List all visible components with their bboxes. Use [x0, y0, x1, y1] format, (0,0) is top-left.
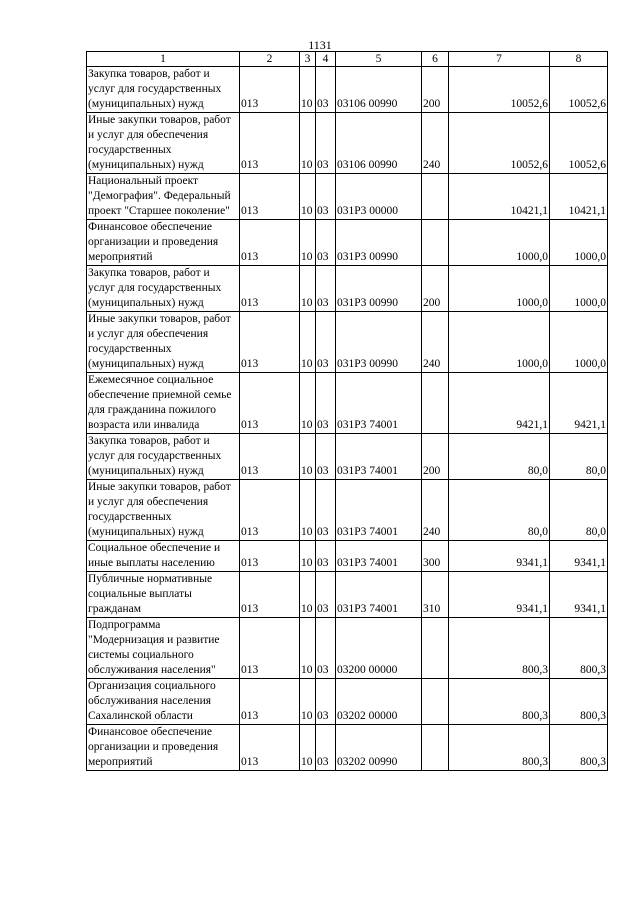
admin-code-cell: 013 — [240, 434, 300, 480]
row-name-cell: Ежемесячное социальное обеспечение приемной семье для гражданина пожилого возраста или инвалида — [87, 373, 240, 434]
section-cell: 10 — [300, 434, 316, 480]
target-article-cell: 031P3 74001 — [336, 373, 422, 434]
expense-type-cell — [422, 725, 449, 771]
amount-cell: 1000,0 — [449, 220, 550, 266]
target-article-cell: 03200 00000 — [336, 618, 422, 679]
admin-code-cell: 013 — [240, 618, 300, 679]
section-cell: 10 — [300, 541, 316, 572]
target-article-cell: 03106 00990 — [336, 67, 422, 113]
admin-code-cell: 013 — [240, 312, 300, 373]
section-cell: 10 — [300, 113, 316, 174]
amount-total-cell: 9421,1 — [550, 373, 608, 434]
amount-total-cell: 1000,0 — [550, 266, 608, 312]
page-number: 1131 — [308, 38, 332, 52]
expense-type-cell: 310 — [422, 572, 449, 618]
admin-code-cell: 013 — [240, 480, 300, 541]
section-cell: 10 — [300, 725, 316, 771]
table-row — [87, 174, 608, 220]
amount-cell: 80,0 — [449, 480, 550, 541]
row-name-cell: Закупка товаров, работ и услуг для государственных (муниципальных) нужд — [87, 266, 240, 312]
section-cell: 10 — [300, 480, 316, 541]
row-name-cell: Иные закупки товаров, работ и услуг для обеспечения государственных (муниципальных) нужд — [87, 480, 240, 541]
amount-total-cell: 800,3 — [550, 725, 608, 771]
header-cell: 6 — [422, 52, 449, 67]
table-row — [87, 618, 608, 679]
table-row — [87, 679, 608, 725]
subsection-cell: 03 — [316, 434, 336, 480]
row-name-cell: Закупка товаров, работ и услуг для государственных (муниципальных) нужд — [87, 434, 240, 480]
amount-total-cell: 1000,0 — [550, 220, 608, 266]
table-body — [87, 67, 608, 771]
header-row — [87, 52, 608, 67]
expense-type-cell: 300 — [422, 541, 449, 572]
table-row — [87, 541, 608, 572]
expense-type-cell — [422, 618, 449, 679]
row-name-cell: Иные закупки товаров, работ и услуг для обеспечения государственных (муниципальных) нужд — [87, 312, 240, 373]
header-cell: 3 — [300, 52, 316, 67]
expense-type-cell — [422, 373, 449, 434]
expense-type-cell — [422, 679, 449, 725]
row-name-cell: Национальный проект "Демография". Федеральный проект "Старшее поколение" — [87, 174, 240, 220]
target-article-cell: 031P3 74001 — [336, 434, 422, 480]
section-cell: 10 — [300, 373, 316, 434]
amount-cell: 9341,1 — [449, 572, 550, 618]
amount-total-cell: 9341,1 — [550, 541, 608, 572]
admin-code-cell: 013 — [240, 220, 300, 266]
row-name-cell: Организация социального обслуживания населения Сахалинской области — [87, 679, 240, 725]
table-row — [87, 480, 608, 541]
amount-cell: 800,3 — [449, 618, 550, 679]
admin-code-cell: 013 — [240, 679, 300, 725]
section-cell: 10 — [300, 679, 316, 725]
amount-cell: 10052,6 — [449, 67, 550, 113]
subsection-cell: 03 — [316, 266, 336, 312]
amount-cell: 9421,1 — [449, 373, 550, 434]
admin-code-cell: 013 — [240, 174, 300, 220]
target-article-cell: 031P3 74001 — [336, 541, 422, 572]
amount-total-cell: 9341,1 — [550, 572, 608, 618]
subsection-cell: 03 — [316, 541, 336, 572]
row-name-cell: Финансовое обеспечение организации и проведения мероприятий — [87, 220, 240, 266]
expense-type-cell — [422, 220, 449, 266]
amount-cell: 1000,0 — [449, 266, 550, 312]
table-row — [87, 220, 608, 266]
section-cell: 10 — [300, 312, 316, 373]
admin-code-cell: 013 — [240, 67, 300, 113]
row-name-cell: Иные закупки товаров, работ и услуг для обеспечения государственных (муниципальных) нужд — [87, 113, 240, 174]
section-cell: 10 — [300, 572, 316, 618]
row-name-cell: Социальное обеспечение и иные выплаты населению — [87, 541, 240, 572]
subsection-cell: 03 — [316, 373, 336, 434]
admin-code-cell: 013 — [240, 113, 300, 174]
admin-code-cell: 013 — [240, 373, 300, 434]
section-cell: 10 — [300, 67, 316, 113]
table-row — [87, 434, 608, 480]
amount-cell: 800,3 — [449, 725, 550, 771]
target-article-cell: 031P3 74001 — [336, 480, 422, 541]
header-cell: 2 — [240, 52, 300, 67]
expense-type-cell: 200 — [422, 67, 449, 113]
target-article-cell: 031P3 00990 — [336, 312, 422, 373]
subsection-cell: 03 — [316, 725, 336, 771]
amount-cell: 10421,1 — [449, 174, 550, 220]
amount-total-cell: 800,3 — [550, 679, 608, 725]
target-article-cell: 031P3 00000 — [336, 174, 422, 220]
budget-table — [86, 51, 608, 771]
header-cell: 1 — [87, 52, 240, 67]
amount-total-cell: 10052,6 — [550, 113, 608, 174]
row-name-cell: Закупка товаров, работ и услуг для государственных (муниципальных) нужд — [87, 67, 240, 113]
section-cell: 10 — [300, 174, 316, 220]
subsection-cell: 03 — [316, 220, 336, 266]
amount-total-cell: 10421,1 — [550, 174, 608, 220]
section-cell: 10 — [300, 618, 316, 679]
amount-total-cell: 1000,0 — [550, 312, 608, 373]
amount-total-cell: 80,0 — [550, 434, 608, 480]
amount-total-cell: 80,0 — [550, 480, 608, 541]
expense-type-cell: 240 — [422, 312, 449, 373]
subsection-cell: 03 — [316, 480, 336, 541]
amount-total-cell: 800,3 — [550, 618, 608, 679]
amount-cell: 1000,0 — [449, 312, 550, 373]
target-article-cell: 03202 00000 — [336, 679, 422, 725]
table-row — [87, 67, 608, 113]
section-cell: 10 — [300, 220, 316, 266]
subsection-cell: 03 — [316, 312, 336, 373]
table-row — [87, 113, 608, 174]
admin-code-cell: 013 — [240, 541, 300, 572]
expense-type-cell: 240 — [422, 113, 449, 174]
expense-type-cell — [422, 174, 449, 220]
target-article-cell: 031P3 00990 — [336, 266, 422, 312]
table-row — [87, 266, 608, 312]
subsection-cell: 03 — [316, 113, 336, 174]
table-row — [87, 373, 608, 434]
header-cell: 4 — [316, 52, 336, 67]
expense-type-cell: 200 — [422, 434, 449, 480]
amount-cell: 10052,6 — [449, 113, 550, 174]
amount-total-cell: 10052,6 — [550, 67, 608, 113]
subsection-cell: 03 — [316, 572, 336, 618]
target-article-cell: 03106 00990 — [336, 113, 422, 174]
admin-code-cell: 013 — [240, 572, 300, 618]
target-article-cell: 03202 00990 — [336, 725, 422, 771]
subsection-cell: 03 — [316, 174, 336, 220]
row-name-cell: Подпрограмма "Модернизация и развитие системы социального обслуживания населения" — [87, 618, 240, 679]
row-name-cell: Публичные нормативные социальные выплаты гражданам — [87, 572, 240, 618]
header-cell: 5 — [336, 52, 422, 67]
admin-code-cell: 013 — [240, 725, 300, 771]
header-cell: 7 — [449, 52, 550, 67]
table-row — [87, 725, 608, 771]
subsection-cell: 03 — [316, 67, 336, 113]
amount-cell: 80,0 — [449, 434, 550, 480]
amount-cell: 800,3 — [449, 679, 550, 725]
expense-type-cell: 240 — [422, 480, 449, 541]
header-cell: 8 — [550, 52, 608, 67]
target-article-cell: 031P3 74001 — [336, 572, 422, 618]
subsection-cell: 03 — [316, 679, 336, 725]
row-name-cell: Финансовое обеспечение организации и проведения мероприятий — [87, 725, 240, 771]
section-cell: 10 — [300, 266, 316, 312]
table-row — [87, 312, 608, 373]
table-row — [87, 572, 608, 618]
amount-cell: 9341,1 — [449, 541, 550, 572]
target-article-cell: 031P3 00990 — [336, 220, 422, 266]
admin-code-cell: 013 — [240, 266, 300, 312]
subsection-cell: 03 — [316, 618, 336, 679]
expense-type-cell: 200 — [422, 266, 449, 312]
